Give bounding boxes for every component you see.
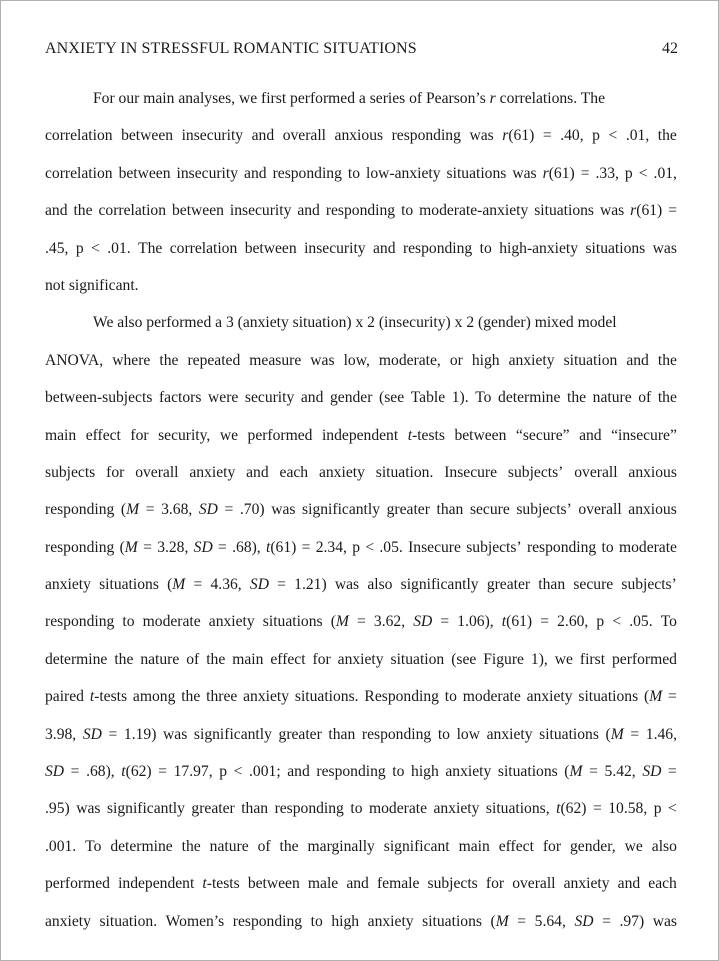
text-line: subjects for overall anxiety and each anxiety situation. Insecure subjects’ overall anxious <box>45 463 677 481</box>
text-line: between-subjects factors were security and gender (see Table 1). To determine the nature of the <box>45 389 677 407</box>
running-head: ANXIETY IN STRESSFUL ROMANTIC SITUATIONS <box>45 40 417 57</box>
text-line: determine the nature of the main effect for anxiety situation (see Figure 1), we first performed <box>45 650 677 668</box>
text-line: SD = .68), t(62) = 17.97, p < .001; and responding to high anxiety situations (M = 5.42, SD = <box>45 763 677 781</box>
text-line: anxiety situations (M = 4.36, SD = 1.21) was also significantly greater than secure subjects’ <box>45 576 677 594</box>
text-line: 3.98, SD = 1.19) was significantly greater than responding to low anxiety situations (M = 1.46, <box>45 725 677 743</box>
text-line: and the correlation between insecurity and responding to moderate-anxiety situations was r(61) = <box>45 202 677 220</box>
text-line: main effect for security, we performed independent t-tests between “secure” and “insecure” <box>45 426 677 444</box>
text-line: .95) was significantly greater than responding to moderate anxiety situations, t(62) = 10.58, p < <box>45 800 677 818</box>
text-line: responding (M = 3.28, SD = .68), t(61) = 2.34, p < .05. Insecure subjects’ responding to moderate <box>45 538 677 556</box>
text-line: For our main analyses, we first performed a series of Pearson’s r correlations. The <box>93 90 606 107</box>
text-line: .001. To determine the nature of the marginally significant main effect for gender, we also <box>45 837 677 855</box>
page-number: 42 <box>662 40 678 57</box>
text-line: correlation between insecurity and overall anxious responding was r(61) = .40, p < .01, the <box>45 127 677 145</box>
text-line: We also performed a 3 (anxiety situation) x 2 (insecurity) x 2 (gender) mixed model <box>93 314 617 332</box>
text-line: not significant. <box>45 276 139 294</box>
text-line: responding (M = 3.68, SD = .70) was significantly greater than secure subjects’ overall anxious <box>45 501 677 519</box>
text-line: performed independent t-tests between male and female subjects for overall anxiety and each <box>45 875 677 893</box>
text-line: .45, p < .01. The correlation between insecurity and responding to high-anxiety situations was <box>45 239 677 257</box>
text-line: ANOVA, where the repeated measure was low, moderate, or high anxiety situation and the <box>45 351 677 369</box>
body-text <box>45 80 677 940</box>
text-line: anxiety situation. Women’s responding to high anxiety situations (M = 5.64, SD = .97) was <box>45 912 677 930</box>
text-line: responding to moderate anxiety situations (M = 3.62, SD = 1.06), t(61) = 2.60, p < .05. To <box>45 613 677 631</box>
text-line: correlation between insecurity and responding to low-anxiety situations was r(61) = .33, p < .01, <box>45 164 677 182</box>
text-line: paired t-tests among the three anxiety situations. Responding to moderate anxiety situations (M = <box>45 688 677 706</box>
